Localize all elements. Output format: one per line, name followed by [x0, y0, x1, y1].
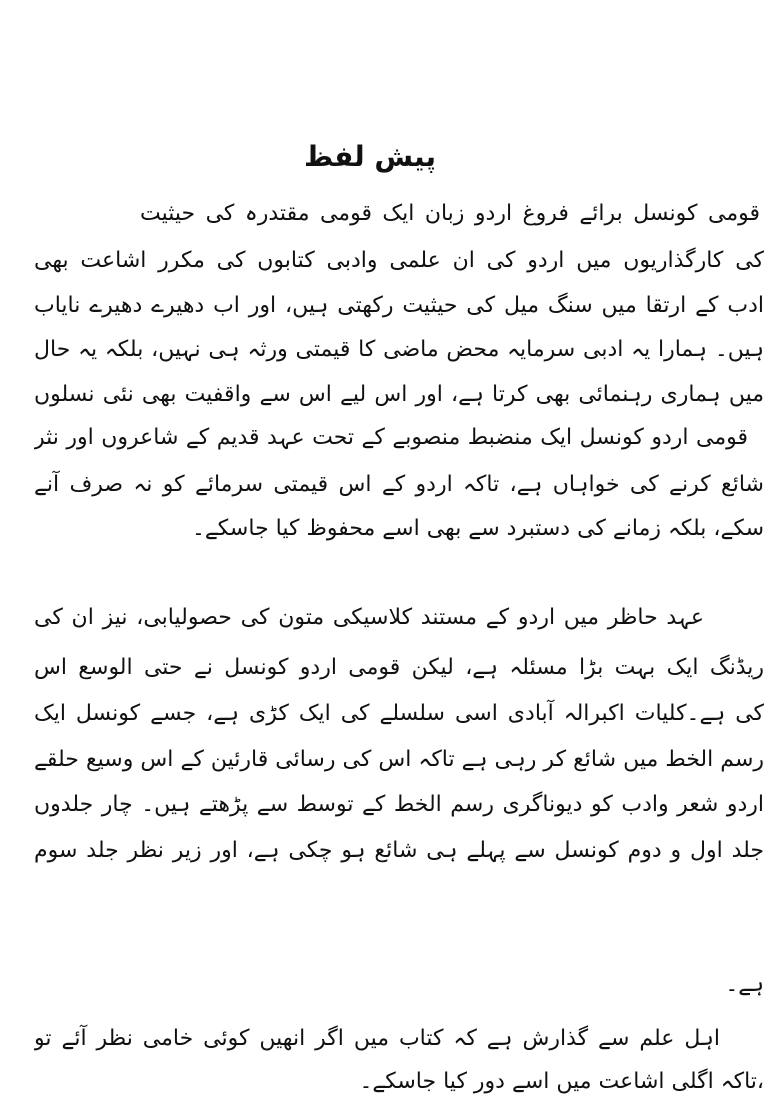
text-line: ریڈنگ ایک بہت بڑا مسئلہ ہے، لیکن قومی اردو کونسل نے حتی الوسع اس	[34, 655, 764, 680]
text-line: شائع کرنے کی خواہاں ہے، تاکہ اردو کے اس قیمتی سرمائے کو نہ صرف آنے	[34, 472, 764, 497]
text-line: کی ہے۔کلیات اکبرالہ آبادی اسی سلسلے کی ایک کڑی ہے، جسے کونسل ایک	[34, 701, 764, 726]
text-line: کی کارگذاریوں میں اردو کی ان علمی وادبی کتابوں کی مکرر اشاعت بھی	[34, 248, 764, 273]
text-line: میں ہماری رہنمائی بھی کرتا ہے، اور اس لیے اس سے واقفیت بھی نئی نسلوں	[34, 382, 764, 407]
text-line: رسم الخط میں شائع کر رہی ہے تاکہ اس کی رسائی قارئین کے اس وسیع حلقے	[34, 747, 764, 772]
text-line: جلد اول و دوم کونسل سے پہلے ہی شائع ہو چکی ہے، اور زیر نظر جلد سوم	[34, 838, 764, 863]
text-line: ہے۔	[725, 972, 764, 997]
text-line: ہیں۔ ہمارا یہ ادبی سرمایہ محض ماضی کا قیمتی ورثہ ہی نہیں، بلکہ یہ حال	[34, 337, 764, 362]
text-line: ادب کے ارتقا میں سنگ میل کی حیثیت رکھتی ہیں، اور اب دھیرے دھیرے نایاب	[34, 293, 764, 318]
text-line: اردو شعر وادب کو دیوناگری رسم الخط کے توسط سے پڑھتے ہیں۔ چار جلدوں	[34, 792, 764, 817]
page-title: پیش لفظ	[304, 140, 436, 173]
text-line: اہل علم سے گذارش ہے کہ کتاب میں اگر انھیں کوئی خامی نظر آئے تو	[34, 1026, 720, 1051]
text-line: قومی اردو کونسل ایک منضبط منصوبے کے تحت عہد قدیم کے شاعروں اور نثر	[34, 425, 748, 450]
text-line: عہد حاظر میں اردو کے مستند کلاسیکی متون کی حصولیابی، نیز ان کی	[34, 605, 704, 630]
text-line: ،تاکہ اگلی اشاعت میں اسے دور کیا جاسکے۔	[359, 1069, 764, 1094]
text-line: قومی کونسل برائے فروغ اردو زبان ایک قومی مقتدرہ کی حیثیت	[140, 201, 760, 226]
text-line: سکے، بلکہ زمانے کی دستبرد سے بھی اسے محفوظ کیا جاسکے۔	[192, 516, 764, 541]
